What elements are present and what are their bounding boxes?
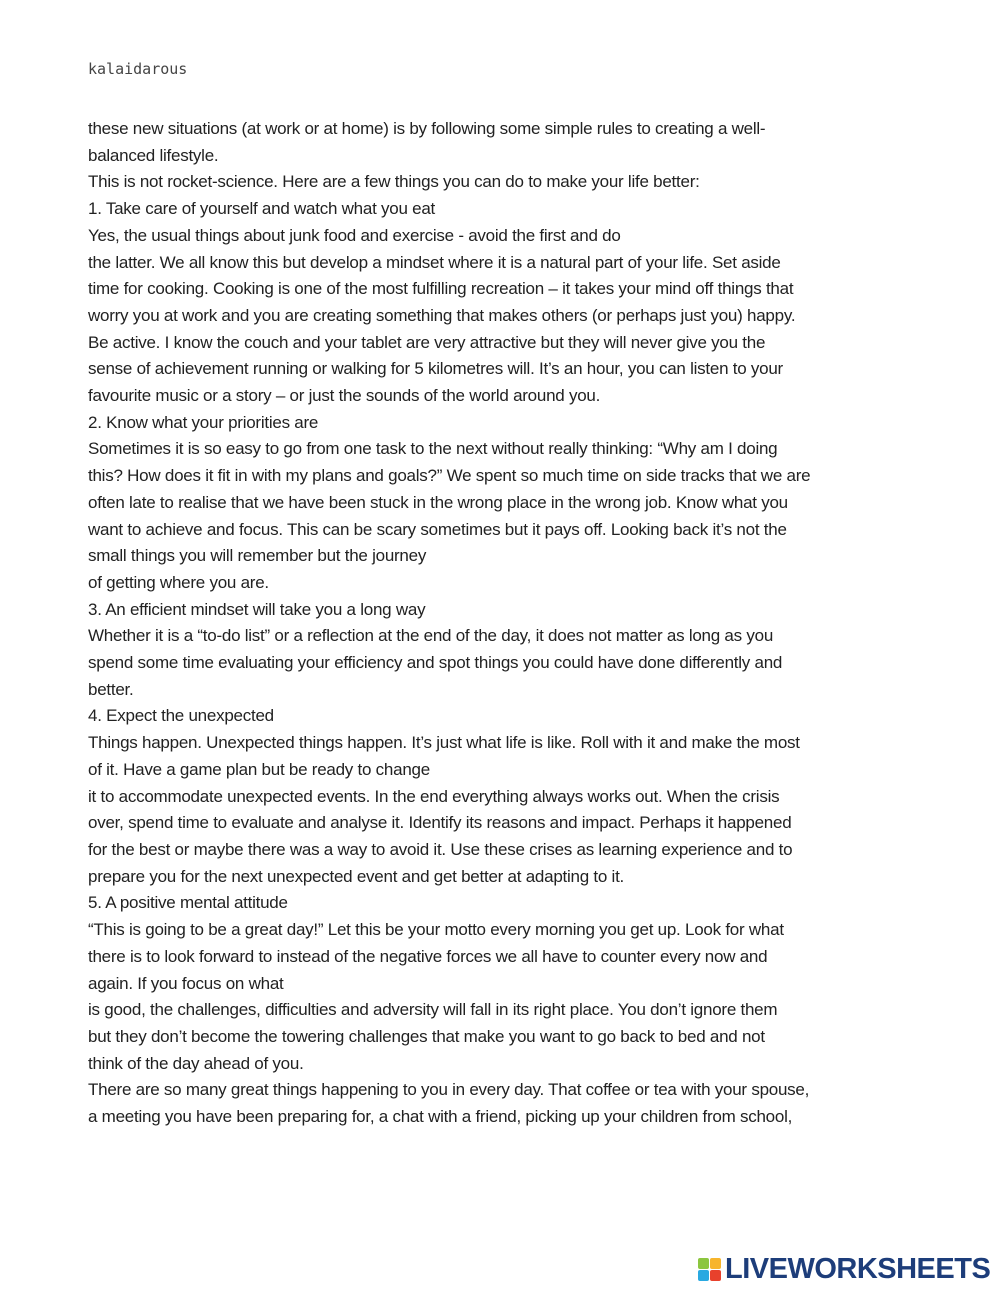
text-line: Whether it is a “to-do list” or a reflection at the end of the day, it does not matter as long as you xyxy=(88,626,774,646)
text-line: is good, the challenges, difficulties and adversity will fall in its right place. You don’t ignore them xyxy=(88,1000,778,1020)
text-line: Be active. I know the couch and your tablet are very attractive but they will never give you the xyxy=(88,332,766,352)
text-line: this? How does it fit in with my plans and goals?” We spent so much time on side tracks that we are xyxy=(88,466,811,486)
text-line: there is to look forward to instead of the negative forces we all have to counter every now and xyxy=(88,946,768,966)
text-line: better. xyxy=(88,679,134,699)
author-name: kalaidarous xyxy=(88,60,188,78)
text-line: 5. A positive mental attitude xyxy=(88,893,288,913)
text-line: balanced lifestyle. xyxy=(88,145,219,165)
text-line: small things you will remember but the journey xyxy=(88,546,427,566)
text-line: favourite music or a story – or just the sounds of the world around you. xyxy=(88,386,601,406)
text-line: of getting where you are. xyxy=(88,572,269,592)
text-line: 1. Take care of yourself and watch what you eat xyxy=(88,199,436,219)
text-line: Yes, the usual things about junk food and exercise - avoid the first and do xyxy=(88,225,621,245)
text-line: it to accommodate unexpected events. In the end everything always works out. When the crisis xyxy=(88,786,780,806)
text-line: This is not rocket-science. Here are a few things you can do to make your life better: xyxy=(88,172,700,192)
logo-block xyxy=(710,1258,721,1269)
text-line: 2. Know what your priorities are xyxy=(88,412,319,432)
text-line: for the best or maybe there was a way to avoid it. Use these crises as learning experience and to xyxy=(88,839,793,859)
text-line: worry you at work and you are creating something that makes others (or perhaps just you) happy. xyxy=(88,305,796,325)
text-line: of it. Have a game plan but be ready to change xyxy=(88,759,430,779)
text-line: often late to realise that we have been stuck in the wrong place in the wrong job. Know what you xyxy=(88,492,788,512)
text-line: 4. Expect the unexpected xyxy=(88,706,274,726)
text-line: a meeting you have been preparing for, a chat with a friend, picking up your children from school, xyxy=(88,1107,793,1127)
text-line: over, spend time to evaluate and analyse it. Identify its reasons and impact. Perhaps it happened xyxy=(88,813,792,833)
text-line: the latter. We all know this but develop a mindset where it is a natural part of your life. Set aside xyxy=(88,252,781,272)
logo-icon xyxy=(698,1258,721,1281)
text-line: want to achieve and focus. This can be scary sometimes but it pays off. Looking back it’s not the xyxy=(88,519,787,539)
text-line: spend some time evaluating your efficiency and spot things you could have done differently and xyxy=(88,653,783,673)
text-line: again. If you focus on what xyxy=(88,973,284,993)
text-line: these new situations (at work or at home) is by following some simple rules to creating a well- xyxy=(88,119,766,138)
logo-block xyxy=(698,1270,709,1281)
text-line: Things happen. Unexpected things happen. It’s just what life is like. Roll with it and make the most xyxy=(88,733,800,753)
text-line: 3. An efficient mindset will take you a long way xyxy=(88,599,426,619)
text-line: time for cooking. Cooking is one of the most fulfilling recreation – it takes your mind off things that xyxy=(88,279,794,299)
logo-block xyxy=(710,1270,721,1281)
logo-text: LIVEWORKSHEETS xyxy=(725,1253,991,1285)
text-line: prepare you for the next unexpected event and get better at adapting to it. xyxy=(88,866,625,886)
text-line: Sometimes it is so easy to go from one task to the next without really thinking: “Why am I doing xyxy=(88,439,778,459)
text-line: but they don’t become the towering challenges that make you want to go back to bed and not xyxy=(88,1026,765,1046)
text-line: “This is going to be a great day!” Let this be your motto every morning you get up. Look for what xyxy=(88,920,784,940)
text-line: sense of achievement running or walking for 5 kilometres will. It’s an hour, you can listen to your xyxy=(88,359,783,379)
liveworksheets-logo[interactable] xyxy=(698,1255,990,1284)
text-line: There are so many great things happening to you in every day. That coffee or tea with your spouse, xyxy=(88,1080,810,1100)
text-line: think of the day ahead of you. xyxy=(88,1053,304,1073)
logo-block xyxy=(698,1258,709,1269)
document-body xyxy=(88,116,918,1131)
